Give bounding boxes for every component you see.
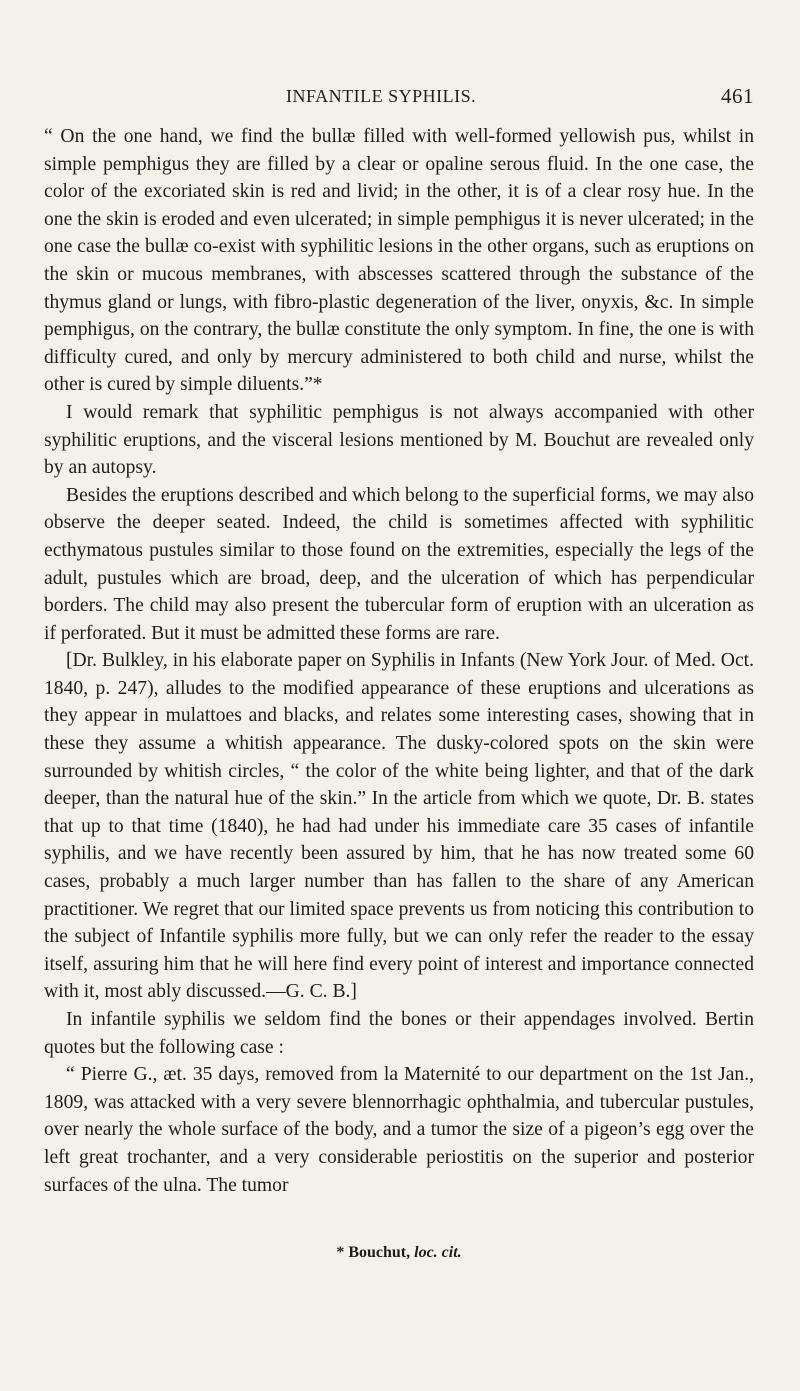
- body-text: [44, 123, 754, 1199]
- running-title: INFANTILE SYPHILIS.: [286, 86, 477, 106]
- footnote-marker: *: [336, 1244, 345, 1261]
- paragraph-bones: In infantile syphilis we seldom find the bones or their appendages involved. Bertin quotes but the following case :: [44, 1009, 754, 1058]
- footnote: [44, 1244, 754, 1262]
- paragraph-case-pierre: “ Pierre G., æt. 35 days, removed from la Maternité to our department on the 1st Jan., 1809, was attacked with a very severe blennorrhagic ophthalmia, and tubercular pustules, over nearly the whole surface of the body, and a tumor the size of a pigeon’s egg over the left great trochanter, and a very considerable periostitis on the superior and posterior surfaces of the ulna. The tumor: [44, 1064, 754, 1196]
- paragraph-quote-bouchut: “ On the one hand, we find the bullæ filled with well-formed yellowish pus, whilst in simple pemphigus they are filled by a clear or opaline serous fluid. In the one case, the color of the excoriated skin is red and livid; in the other, it is of a clear rosy hue. In the one the skin is eroded and even ulcerated; in simple pemphigus it is never ulcerated; in the one case the bullæ co-exist with syphilitic lesions in the other organs, such as eruptions on the skin or mucous membranes, with abscesses scattered through the substance of the thymus gland or lungs, with fibro-plastic degeneration of the liver, onyxis, &c. In simple pemphigus, on the contrary, the bullæ constitute the only symptom. In fine, the one is with difficulty cured, and only by mercury administered to both child and nurse, whilst the other is cured by simple diluents.”*: [44, 126, 754, 396]
- paragraph-bulkley-note: [Dr. Bulkley, in his elaborate paper on Syphilis in Infants (New York Jour. of Med. Oct. 1840, p. 247), alludes to the modified appearance of these eruptions and ulcerations as they appear in mulattoes and blacks, and relates some interesting cases, showing that in these they assume a whitish appearance. The dusky-colored spots on the skin were surrounded by whitish circles, “ the color of the white being lighter, and that of the dark deeper, than the natural hue of the skin.” In the article from which we quote, Dr. B. states that up to that time (1840), he had had under his immediate care 35 cases of infantile syphilis, and we have recently been assured by him, that he has now treated some 60 cases, probably a much larger number than has fallen to the share of any American practitioner. We regret that our limited space prevents us from noticing this contribution to the subject of Infantile syphilis more fully, but we can only refer the reader to the essay itself, assuring him that he will here find every point of interest and importance connected with it, most ably discussed.—G. C. B.]: [44, 650, 754, 1003]
- paragraph-remark: I would remark that syphilitic pemphigus is not always accompanied with other syphilitic eruptions, and the visceral lesions mentioned by M. Bouchut are revealed only by an autopsy.: [44, 401, 754, 479]
- paragraph-deeper-eruptions: Besides the eruptions described and which belong to the superficial forms, we may also observe the deeper seated. Indeed, the child is sometimes affected with syphilitic ecthymatous pustules similar to those found on the extremities, especially the legs of the adult, pustules which are broad, deep, and the ulceration of which has perpendicular borders. The child may also present the tubercular form of eruption with an ulceration as if perforated. But it must be admitted these forms are rare.: [44, 484, 754, 644]
- footnote-author: Bouchut,: [348, 1244, 411, 1261]
- footnote-citation: loc. cit.: [414, 1244, 462, 1261]
- page-number: 461: [721, 84, 754, 108]
